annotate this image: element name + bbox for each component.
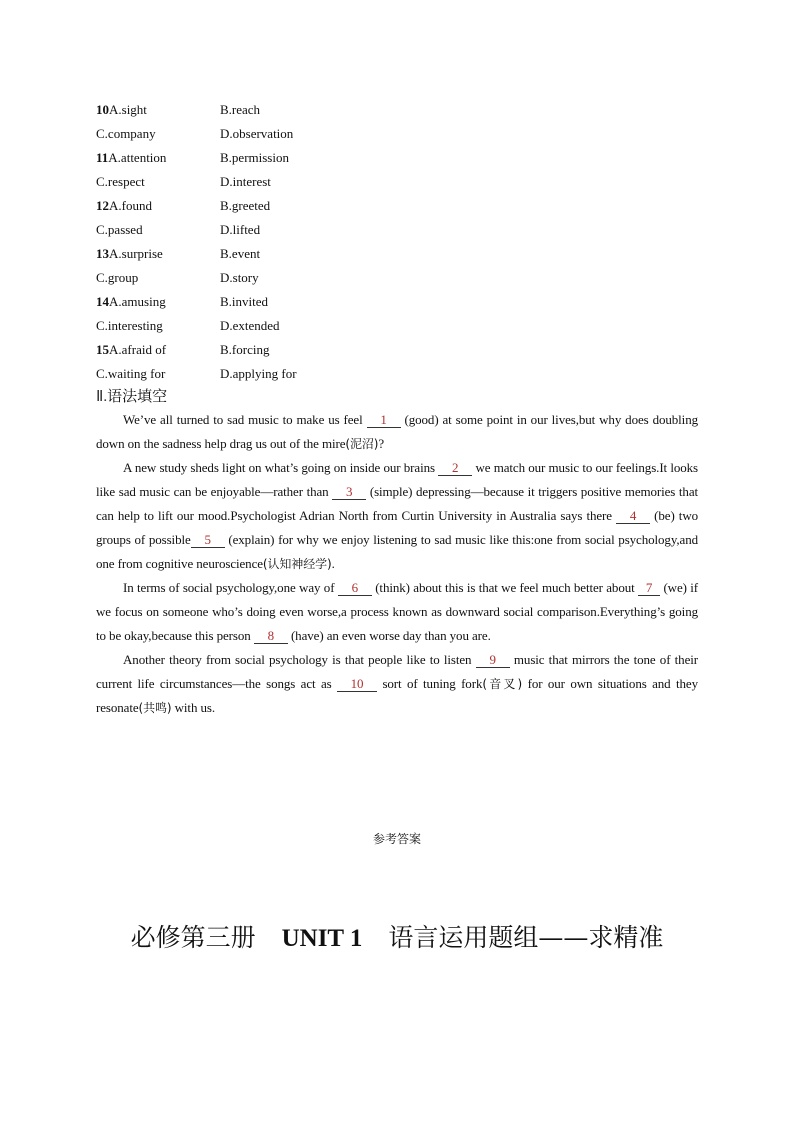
blank-1: 1 bbox=[367, 413, 401, 428]
paragraph-1: We’ve all turned to sad music to make us feel 1 (good) at some point in our lives,but why does doubling down on the sadness help drag us out of the mire(泥沼)? bbox=[96, 412, 698, 451]
blank-8: 8 bbox=[254, 629, 288, 644]
option-c: C.group bbox=[96, 270, 139, 285]
blank-10: 10 bbox=[337, 677, 377, 692]
option-b: B.event bbox=[220, 246, 261, 261]
paragraph-3: In terms of social psychology,one way of 6 (think) about this is that we feel much better about 7 (we) if we focus on someone who’s doing even worse,a process known as downward social comparison.Everything’s going to be okay,because this person 8 (have) an even worse day than you are. bbox=[96, 580, 698, 643]
option-b: B.forcing bbox=[220, 342, 270, 357]
option-row bbox=[96, 314, 696, 338]
option-d: D.story bbox=[220, 270, 259, 285]
option-a: 15A.afraid of bbox=[96, 342, 167, 357]
option-c: C.respect bbox=[96, 174, 145, 189]
option-b: B.greeted bbox=[220, 198, 271, 213]
option-row bbox=[96, 218, 696, 242]
page-title bbox=[0, 922, 794, 955]
option-row bbox=[96, 146, 696, 170]
option-a: 10A.sight bbox=[96, 102, 147, 117]
option-row bbox=[96, 98, 696, 122]
blank-7: 7 bbox=[638, 581, 660, 596]
question-number: 11 bbox=[96, 150, 109, 165]
question-number: 10 bbox=[96, 102, 109, 117]
option-a: 11A.attention bbox=[96, 150, 167, 165]
title-unit: UNIT 1 bbox=[281, 925, 363, 952]
blank-2: 2 bbox=[438, 461, 472, 476]
option-row bbox=[96, 362, 696, 386]
option-a: 13A.surprise bbox=[96, 246, 163, 261]
option-row bbox=[96, 194, 696, 218]
option-row bbox=[96, 266, 696, 290]
option-c: C.waiting for bbox=[96, 366, 166, 381]
section-title: 语法填空 bbox=[107, 387, 168, 405]
option-c: C.company bbox=[96, 126, 156, 141]
option-d: D.interest bbox=[220, 174, 271, 189]
options-list bbox=[96, 98, 696, 386]
option-row bbox=[96, 290, 696, 314]
option-row bbox=[96, 122, 696, 146]
option-c: C.passed bbox=[96, 222, 143, 237]
section-number: Ⅱ. bbox=[96, 389, 108, 405]
passage bbox=[96, 408, 698, 720]
option-d: D.lifted bbox=[220, 222, 261, 237]
blank-3: 3 bbox=[332, 485, 366, 500]
option-a: 14A.amusing bbox=[96, 294, 166, 309]
question-number: 14 bbox=[96, 294, 109, 309]
answer-key-heading: 参考答案 bbox=[372, 832, 421, 846]
option-d: D.extended bbox=[220, 318, 280, 333]
option-row bbox=[96, 242, 696, 266]
section-heading bbox=[96, 385, 167, 408]
title-topic: 语言运用题组——求精准 bbox=[388, 923, 664, 952]
option-d: D.observation bbox=[220, 126, 294, 141]
question-number: 13 bbox=[96, 246, 109, 261]
option-c: C.interesting bbox=[96, 318, 163, 333]
blank-9: 9 bbox=[476, 653, 510, 668]
question-number: 12 bbox=[96, 198, 109, 213]
option-b: B.permission bbox=[220, 150, 289, 165]
paragraph-2: A new study sheds light on what’s going on inside our brains 2 we match our music to our feelings.It looks like sad music can be enjoyable—rather than 3 (simple) depressing—because it triggers positive memories that can help to lift our mood.Psychologist Adrian North from Curtin University in Australia says there 4 (be) two groups of possible 5 (explain) for why we enjoy listening to sad music like this:one from social psychology,and one from cognitive neuroscience(认知神经学). bbox=[96, 460, 699, 571]
option-row bbox=[96, 338, 696, 362]
title-book: 必修第三册 bbox=[130, 923, 256, 952]
option-d: D.applying for bbox=[220, 366, 297, 381]
option-b: B.reach bbox=[220, 102, 261, 117]
question-number: 15 bbox=[96, 342, 109, 357]
option-b: B.invited bbox=[220, 294, 269, 309]
option-row bbox=[96, 170, 696, 194]
blank-5: 5 bbox=[191, 533, 225, 548]
blank-6: 6 bbox=[338, 581, 372, 596]
paragraph-4: Another theory from social psychology is that people like to listen 9 music that mirrors the tone of their current life circumstances—the songs act as 10 sort of tuning fork(音叉) for our own situations and they resonate(共鸣) with us. bbox=[96, 652, 698, 715]
blank-4: 4 bbox=[616, 509, 650, 524]
option-a: 12A.found bbox=[96, 198, 152, 213]
